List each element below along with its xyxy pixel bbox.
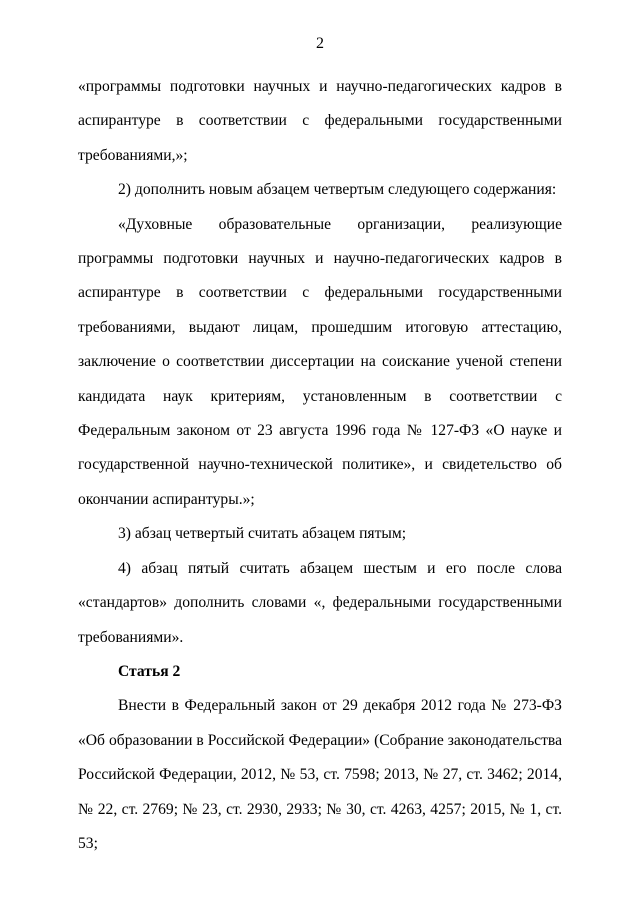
paragraph-continuation: «программы подготовки научных и научно-педагогических кадров в аспирантуре в соответствии с федеральными государственными требованиями,»; bbox=[78, 78, 562, 164]
paragraph-item-4: 4) абзац пятый считать абзацем шестым и его после слова «стандартов» дополнить словами «, федеральными государственными требованиями». bbox=[78, 559, 562, 646]
paragraph-quoted-text: «Духовные образовательные организации, реализующие программы подготовки научных и научно-педагогических кадров в аспирантуре в соответствии с федеральными государственными требованиями, выдают лицам, прошедшим итоговую аттестацию, заключение о соответствии диссертации на соискание ученой степени кандидата наук критериям, установленным в соответствии с Федеральным законом от 23 августа 1996 года № 127-ФЗ «О науке и государственной научно-технической политике», и свидетельство об окончании аспирантуры.»; bbox=[78, 215, 562, 508]
paragraph-item-2: 2) дополнить новым абзацем четвертым следующего содержания: bbox=[118, 181, 557, 199]
article-heading: Статья 2 bbox=[118, 662, 181, 680]
paragraph-item-3: 3) абзац четвертый считать абзацем пятым; bbox=[118, 525, 407, 543]
document-body bbox=[78, 70, 562, 861]
page-number: 2 bbox=[316, 35, 324, 52]
paragraph-article-2: Внести в Федеральный закон от 29 декабря 2012 года № 273-ФЗ «Об образовании в Российской Федерации» (Собрание законодательства Российской Федерации, 2012, № 53, ст. 7598; 2013, № 27, ст. 3462; 2014, № 22, ст. 2769; № 23, ст. 2930, 2933; № 30, ст. 4263, 4257; 2015, № 1, ст. 53; bbox=[78, 697, 562, 852]
